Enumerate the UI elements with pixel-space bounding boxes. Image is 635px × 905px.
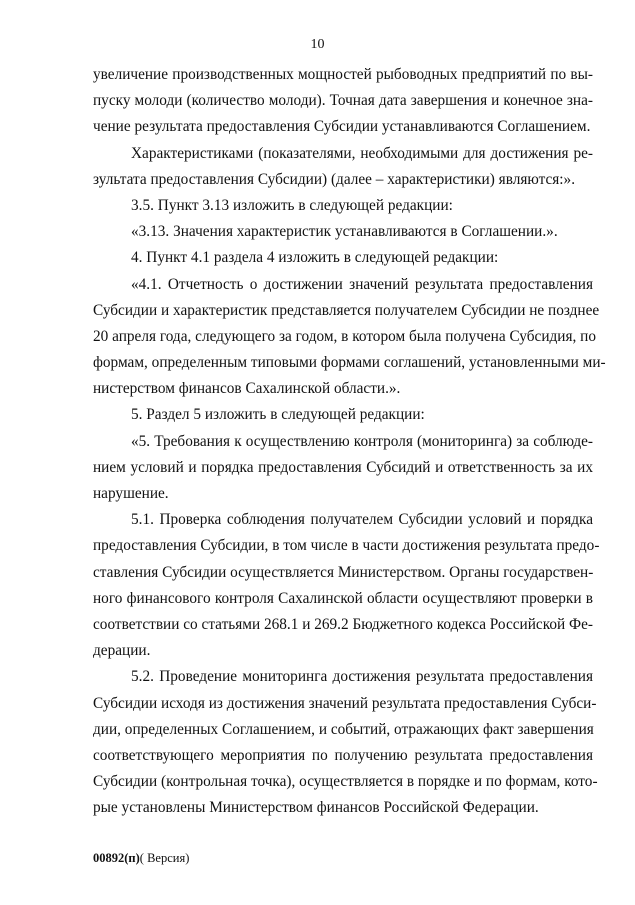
text-line: 20 апреля года, следующего за годом, в котором была получена Субсидия, по (93, 327, 596, 345)
text-line: дии, определенных Соглашением, и событий, отражающих факт завершения (93, 720, 594, 738)
text-line: ставления Субсидии осуществляется Министерством. Органы государствен- (93, 563, 594, 581)
version-label: ( Версия) (139, 851, 190, 865)
text-line: нием условий и порядка предоставления Субсидий и ответственность за их (93, 458, 593, 476)
document-body (93, 62, 606, 821)
text-line: увеличение производственных мощностей рыбоводных предприятий по вы- (93, 66, 593, 83)
text-line: чение результата предоставления Субсидии устанавливаются Соглашением. (93, 118, 591, 136)
text-line: 5. Раздел 5 изложить в следующей редакции: (131, 406, 425, 424)
text-line: 5.2. Проведение мониторинга достижения результата предоставления (131, 668, 593, 686)
text-line: Субсидии и характеристик представляется получателем Субсидии не позднее (93, 301, 600, 319)
text-line: формам, определенным типовыми формами соглашений, установленными ми- (93, 354, 606, 372)
document-code: 00892(п) (93, 851, 140, 865)
text-line: рые установлены Министерством финансов Российской Федерации. (93, 799, 539, 817)
text-line: предоставления Субсидии, в том числе в части достижения результата предо- (93, 537, 600, 555)
text-line: пуску молоди (количество молоди). Точная дата завершения и конечное зна- (93, 92, 593, 110)
text-line: дерации. (93, 642, 151, 660)
page-number: 10 (310, 37, 325, 52)
text-line: соответствии со статьями 268.1 и 269.2 Бюджетного кодекса Российской Фе- (93, 615, 593, 633)
text-line: нистерством финансов Сахалинской области.». (93, 380, 401, 398)
text-line: «4.1. Отчетность о достижении значений результата предоставления (131, 275, 593, 293)
text-line: Субсидии исходя из достижения значений результата предоставления Субси- (93, 694, 597, 712)
text-line: зультата предоставления Субсидии) (далее – характеристики) являются:». (93, 170, 576, 188)
text-line: соответствующего мероприятия по получению результата предоставления (93, 746, 593, 764)
text-line: Субсидии (контрольная точка), осуществляется в порядке и по формам, кото- (93, 773, 598, 791)
text-line: нарушение. (93, 485, 169, 502)
text-line: 4. Пункт 4.1 раздела 4 изложить в следующей редакции: (131, 249, 499, 267)
text-line: «3.13. Значения характеристик устанавливаются в Соглашении.». (131, 223, 558, 241)
text-line: Характеристиками (показателями, необходимыми для достижения ре- (131, 144, 593, 162)
text-line: 3.5. Пункт 3.13 изложить в следующей редакции: (131, 196, 453, 214)
text-line: ного финансового контроля Сахалинской области осуществляют проверки в (93, 589, 593, 607)
text-line: «5. Требования к осуществлению контроля (мониторинга) за соблюде- (131, 432, 593, 450)
document-footer (93, 851, 189, 866)
text-line: 5.1. Проверка соблюдения получателем Субсидии условий и порядка (131, 511, 593, 529)
